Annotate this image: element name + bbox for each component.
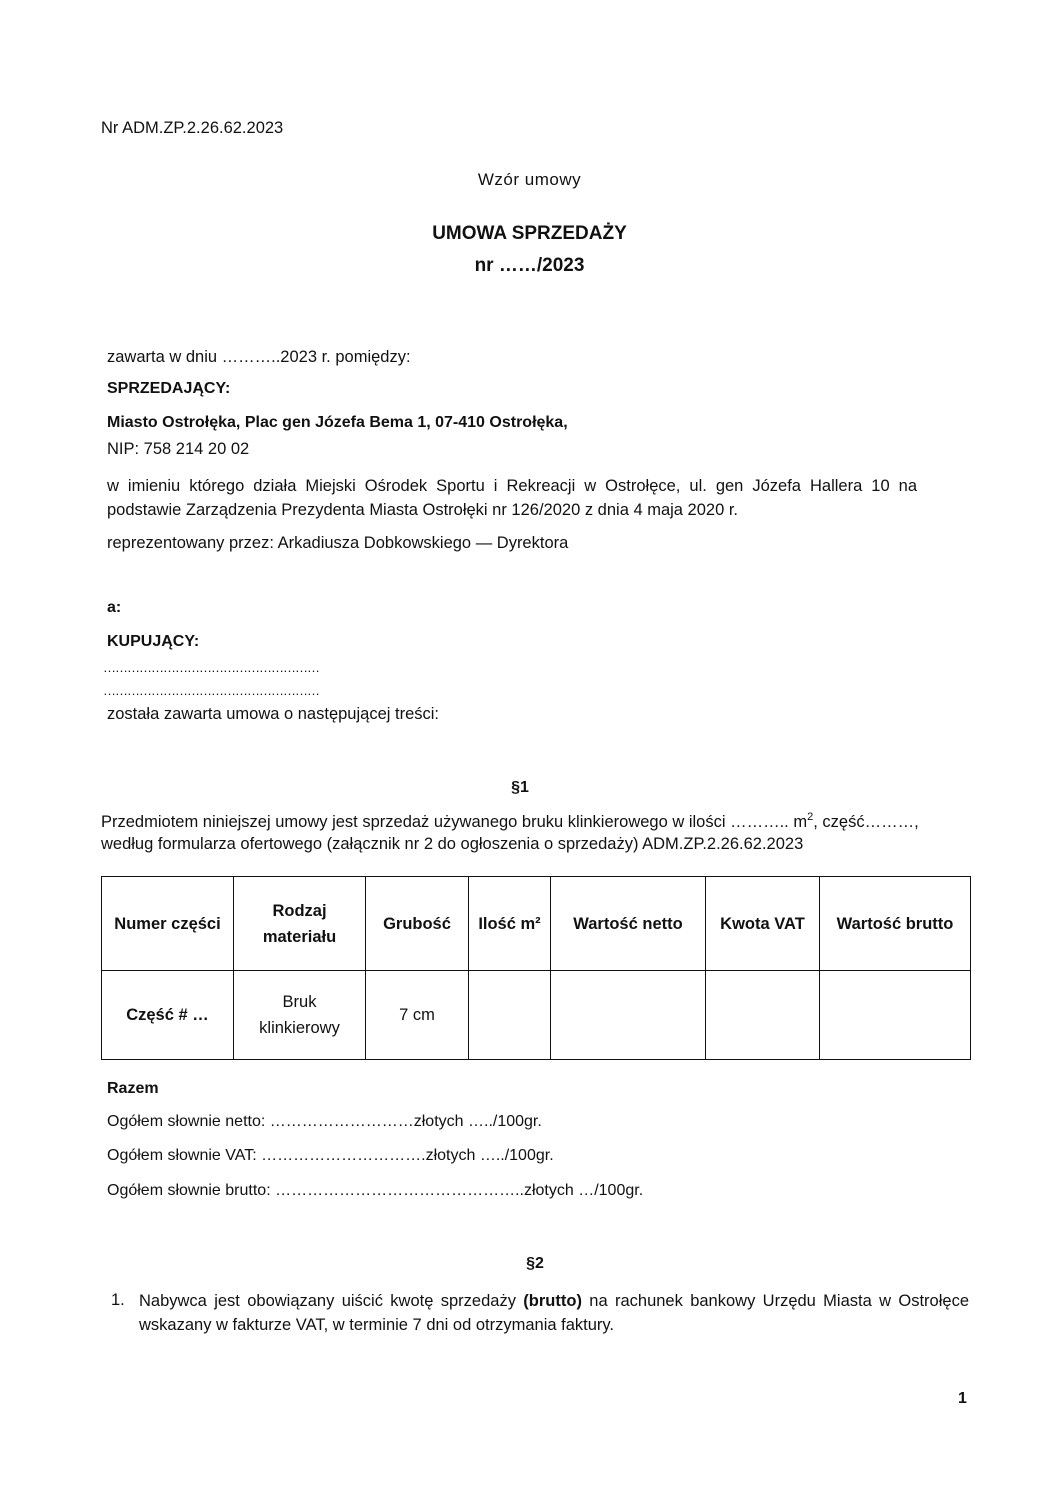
section-2-item-text-a: Nabywca jest obowiązany uiścić kwotę sprzedaży — [139, 1292, 524, 1310]
col-header-material: Rodzaj materiału — [234, 877, 366, 971]
contract-number: nr ……/2023 — [474, 255, 585, 276]
seller-nip: NIP: 758 214 20 02 — [107, 440, 250, 458]
seller-name: Miasto Ostrołęka, Plac gen Józefa Bema 1, 07-410 Ostrołęka, — [107, 414, 568, 431]
section-2-item-text-b: na rachunek bankowy Urzędu Miasta w Ostrołęce wskazany w fakturze VAT, w terminie 7 dni od otrzymania faktury. — [139, 1292, 969, 1334]
buyer-line-2: ……………………………………………… — [103, 683, 319, 698]
col-header-gross-value: Wartość brutto — [820, 877, 971, 971]
cell-material: Bruk klinkierowy — [234, 971, 366, 1060]
gross-emphasis: (brutto) — [523, 1292, 582, 1310]
cell-gross-value — [820, 971, 971, 1060]
section-1-text — [101, 811, 919, 832]
section-1-heading: §1 — [511, 779, 529, 796]
section-1-text-line2: według formularza ofertowego (załącznik nr 2 do ogłoszenia o sprzedaży) ADM.ZP.2.26.62.2023 — [101, 835, 804, 853]
superscript-2: 2 — [807, 811, 814, 823]
template-label: Wzór umowy — [477, 170, 582, 189]
goods-table — [101, 876, 971, 1060]
list-item-number: 1. — [111, 1291, 125, 1309]
col-header-thickness: Grubość — [366, 877, 469, 971]
cell-quantity — [469, 971, 551, 1060]
col-header-vat-amount: Kwota VAT — [706, 877, 820, 971]
seller-authority: w imieniu którego działa Miejski Ośrodek Sportu i Rekreacji w Ostrołęce, ul. gen Józefa Hallera 10 na podstawie Zarządzenia Prezydenta Miasta Ostrołęki nr 126/2020 z dnia 4 maja 2020 r. — [107, 477, 917, 519]
col-header-part-number: Numer części — [102, 877, 234, 971]
seller-label: SPRZEDAJĄCY: — [107, 380, 231, 397]
section-1-text-a: Przedmiotem niniejszej umowy jest sprzedaż używanego bruku klinkierowego w ilości ……….. m — [101, 813, 808, 831]
buyer-line-1: ……………………………………………… — [103, 660, 319, 675]
col-header-net-value: Wartość netto — [551, 877, 706, 971]
buyer-label: KUPUJĄCY: — [107, 633, 200, 650]
page-number: 1 — [958, 1390, 967, 1407]
total-net-words: Ogółem słownie netto: ………………………złotych …../100gr. — [107, 1113, 542, 1130]
and-label: a: — [107, 599, 122, 616]
reference-number: Nr ADM.ZP.2.26.62.2023 — [101, 119, 284, 137]
table-header-row — [102, 877, 971, 971]
cell-net-value — [551, 971, 706, 1060]
list-item — [139, 1289, 969, 1337]
seller-representative: reprezentowany przez: Arkadiusza Dobkowskiego — Dyrektora — [107, 534, 569, 552]
cell-vat-amount — [706, 971, 820, 1060]
concluded-date: zawarta w dniu ………..2023 r. pomiędzy: — [107, 348, 411, 366]
page-title: UMOWA SPRZEDAŻY — [432, 223, 627, 244]
section-2-heading: §2 — [526, 1255, 544, 1272]
table-row — [102, 971, 971, 1060]
total-vat-words: Ogółem słownie VAT: ………………………….złotych …../100gr. — [107, 1147, 554, 1164]
col-header-quantity: Ilość m² — [469, 877, 551, 971]
cell-part-number: Część # … — [102, 971, 234, 1060]
totals-label: Razem — [107, 1080, 159, 1097]
total-gross-words: Ogółem słownie brutto: ………………………………………..złotych …/100gr. — [107, 1182, 644, 1199]
cell-thickness: 7 cm — [366, 971, 469, 1060]
contract-intro: została zawarta umowa o następującej treści: — [107, 705, 439, 723]
section-1-text-b: , część………, — [813, 813, 919, 831]
